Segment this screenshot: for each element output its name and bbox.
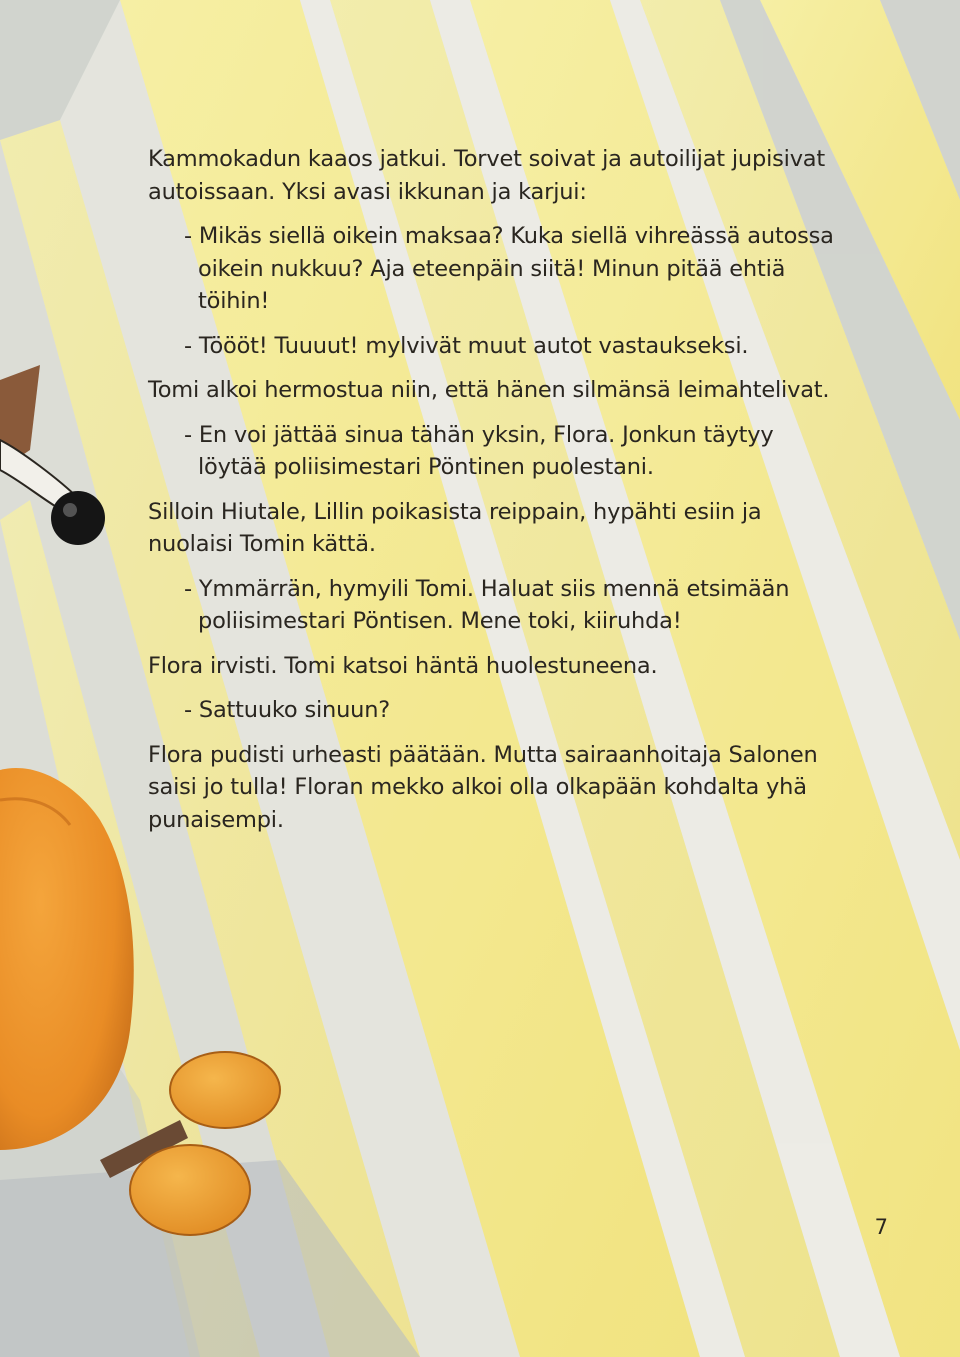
character-foot-front bbox=[130, 1145, 250, 1235]
story-dialogue: - Mikäs siellä oikein maksaa? Kuka siellä vihreässä autossa oikein nukkuu? Aja eteenpäin siitä! Minun pitää ehtiä töihin! bbox=[184, 223, 834, 314]
story-dialogue: - Ymmärrän, hymyili Tomi. Haluat siis mennä etsimään poliisimestari Pöntisen. Mene toki, kiiruhda! bbox=[184, 575, 790, 634]
story-dialogue: - Sattuuko sinuun? bbox=[184, 697, 391, 723]
character-foot-back bbox=[170, 1052, 280, 1128]
story-paragraph: Flora pudisti urheasti päätään. Mutta sairaanhoitaja Salonen saisi jo tulla! Floran mekko alkoi olla olkapään kohdalta yhä punaisempi. bbox=[148, 741, 818, 833]
story-dialogue: - En voi jättää sinua tähän yksin, Flora. Jonkun täytyy löytää poliisimestari Pöntinen puolestani. bbox=[184, 421, 774, 480]
page-number: 7 bbox=[874, 1215, 888, 1239]
story-paragraph: Flora irvisti. Tomi katsoi häntä huolestuneena. bbox=[148, 652, 658, 679]
character-eye bbox=[51, 491, 105, 545]
story-paragraph: Tomi alkoi hermostua niin, että hänen silmänsä leimahtelivat. bbox=[148, 377, 830, 403]
story-paragraph: Kammokadun kaaos jatkui. Torvet soivat ja autoilijat jupisivat autoissaan. Yksi avasi ikkunan ja karjui: bbox=[148, 146, 826, 205]
story-text bbox=[148, 143, 848, 836]
story-paragraph: Silloin Hiutale, Lillin poikasista reippain, hypähti esiin ja nuolaisi Tomin kättä. bbox=[148, 498, 762, 557]
story-dialogue: - Töööt! Tuuuut! mylvivät muut autot vastaukseksi. bbox=[184, 332, 749, 359]
